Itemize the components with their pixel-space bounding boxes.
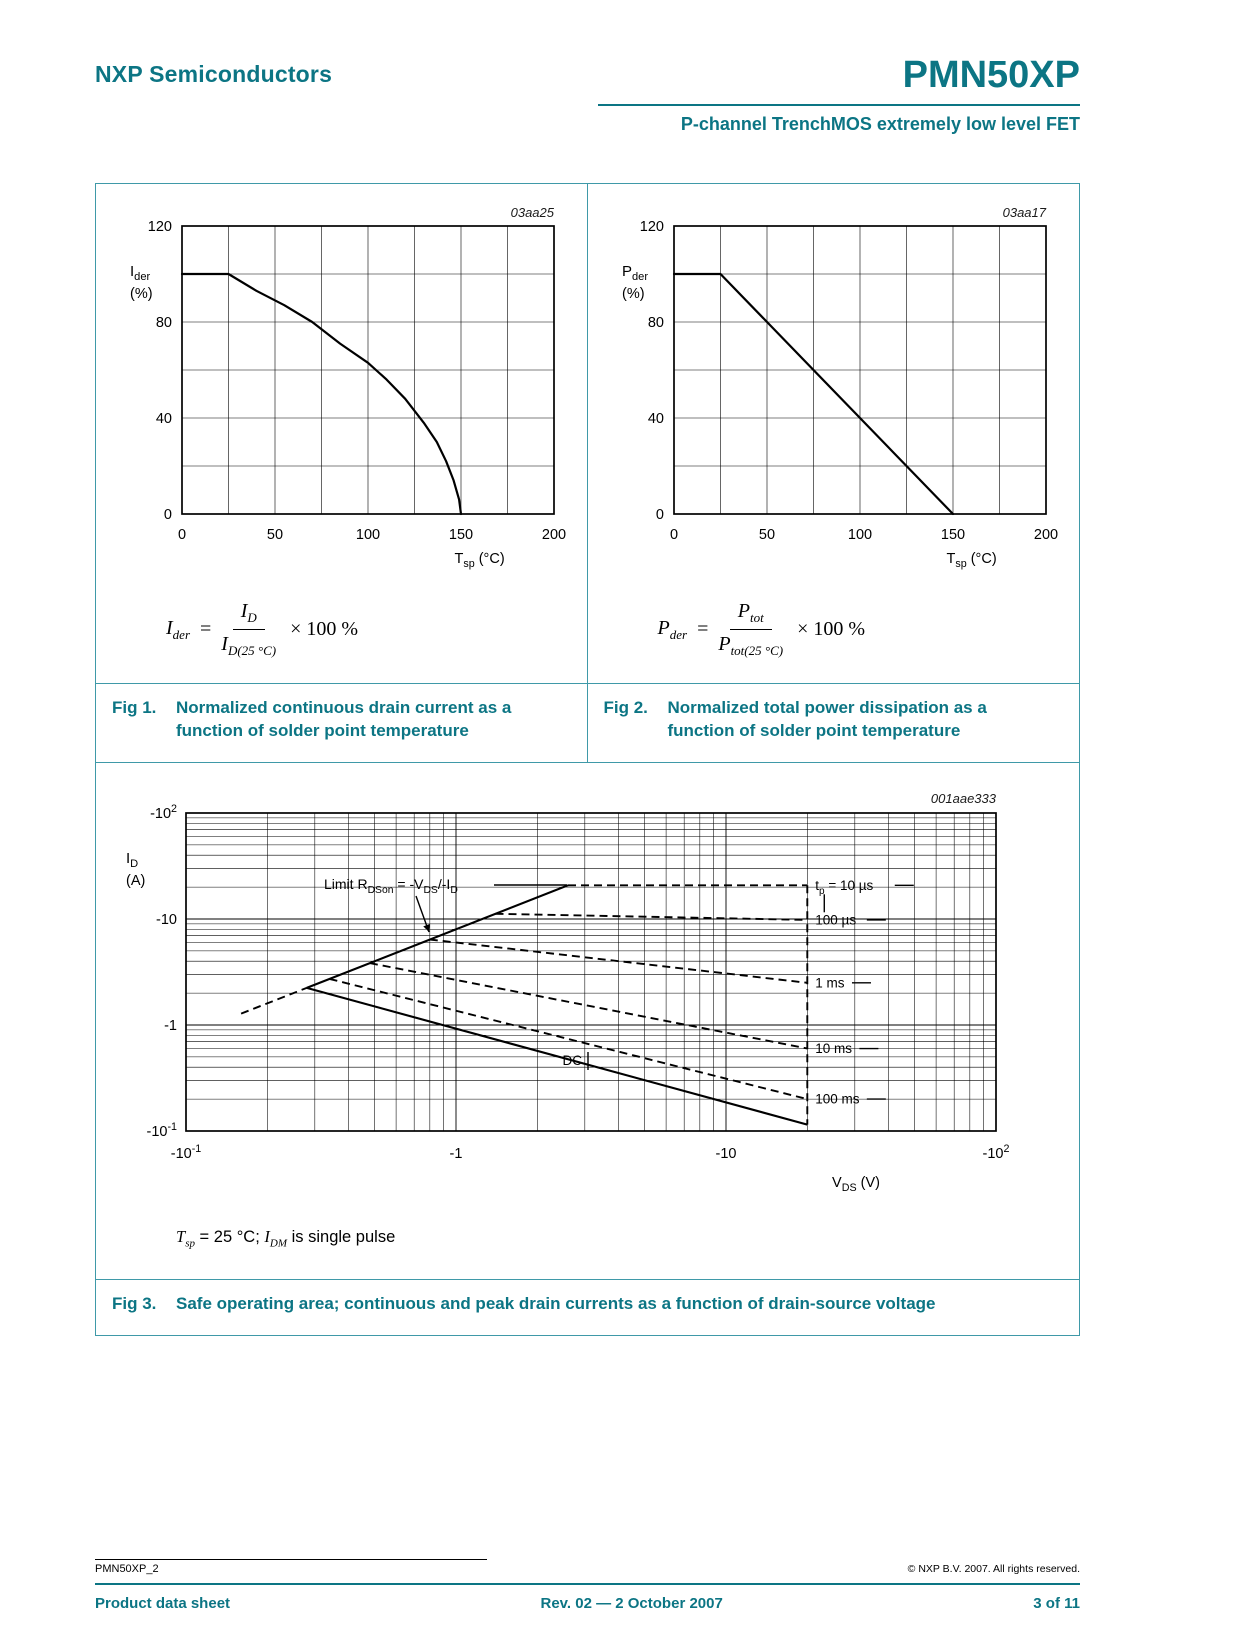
fig3-conditions-note: $T_{sp} = 25$ °C; $I_{DM}$ is single pulse [176,1226,396,1250]
svg-text:Pder: $P_{der}$ [621,263,648,283]
fig1-formula-lhs: $I_{der}$ [166,616,191,642]
fig2-caption-text: Normalized total power dissipation as a function of solder point temperature [667,698,987,740]
svg-text:200: 200 [1033,527,1058,543]
svg-text:-10: -10 [156,911,177,928]
header-row [95,56,1080,94]
fig1-panel [96,184,588,762]
svg-text:50: 50 [758,527,775,543]
copyright-notice: © NXP B.V. 2007. All rights reserved. [907,1563,1080,1575]
fig1-formula [166,600,587,659]
svg-text:-10: -10 [715,1145,737,1162]
equals-sign: = [200,618,212,640]
svg-text:(%): (%) [130,286,153,302]
svg-text:Limit RDSon = -VDS/-ID: Limit $R_{DSon} = -V_{DS}/-I_D$ [324,875,458,896]
svg-text:200: 200 [541,527,567,543]
document-subtitle: P-channel TrenchMOS extremely low level FET [680,114,1080,134]
fig1-formula-tail: × 100 % [290,618,359,640]
fig3-caption [96,1279,1079,1335]
document-type: Product data sheet [95,1595,231,1612]
fig3-panel [96,762,1079,1335]
svg-text:50: 50 [266,527,284,543]
svg-text:10 ms: 10 ms [815,1040,853,1056]
svg-text:0: 0 [669,527,678,543]
fig2-panel [588,184,1080,762]
fig2-chart [596,198,1066,580]
fig1-chart-area [96,184,587,580]
tsp-symbol: $T_{sp}$ [176,1226,195,1250]
svg-text:Tsp (°C): $T_{sp}$ (°C) [946,551,997,570]
header-rule [598,104,1080,106]
fig2-caption-label: Fig 2. [603,698,648,717]
fig1-chart [104,198,574,580]
figures-frame [95,183,1080,1336]
svg-text:0: 0 [177,527,187,543]
page-footer [95,1559,1080,1612]
svg-text:40: 40 [155,411,172,427]
fig1-caption-text: Normalized continuous drain current as a function of solder point temperature [176,698,512,740]
svg-text:150: 150 [940,527,965,543]
fig3-chart [96,773,1076,1203]
svg-text:100: 100 [355,527,381,543]
svg-text:(%): (%) [621,286,645,302]
svg-text:-1: -1 [449,1145,463,1162]
fig3-caption-label: Fig 3. [112,1294,157,1314]
svg-text:80: 80 [155,315,172,331]
svg-text:VDS (V): $V_{DS}$ (V) [832,1174,880,1194]
svg-text:100 µs: 100 µs [815,912,857,928]
fig1-caption-label: Fig 1. [112,698,157,717]
fig2-formula-tail: × 100 % [797,618,866,640]
svg-text:40: 40 [647,411,664,427]
svg-text:03aa25: 03aa25 [510,205,554,220]
svg-text:-1: -1 [164,1017,177,1034]
fig3-caption-text: Safe operating area; continuous and peak drain currents as a function of drain-source voltage [176,1294,936,1314]
svg-text:100 ms: 100 ms [815,1091,860,1107]
figures-top-row [96,184,1079,762]
svg-text:tp = 10 µs: $t_p = 10$ µs [815,877,874,897]
document-id: PMN50XP_2 [95,1563,159,1575]
footer-info-row [95,1595,1080,1612]
svg-text:150: 150 [448,527,474,543]
svg-text:1 ms: 1 ms [815,975,845,991]
fig2-formula [658,600,1080,659]
revision-date: Rev. 02 — 2 October 2007 [540,1595,723,1612]
svg-text:100: 100 [847,527,872,543]
svg-text:001aae333: 001aae333 [930,790,996,806]
page-number: 3 of 11 [1033,1595,1080,1612]
fig2-caption [588,683,1080,762]
fig2-chart-area [588,184,1080,580]
svg-text:Ider: $I_{der}$ [130,263,151,283]
svg-text:120: 120 [147,219,172,235]
svg-text:ID: $I_D$ [126,849,139,870]
idm-symbol: $I_{DM}$ [264,1226,288,1250]
footnote-row [95,1560,1080,1575]
svg-text:-102: $-10^2$ [982,1142,1010,1162]
equals-sign: = [697,618,709,640]
svg-text:0: 0 [163,507,172,523]
footer-rule [95,1583,1080,1585]
fig2-formula-lhs: $P_{der}$ [657,616,688,642]
svg-text:03aa17: 03aa17 [1002,205,1046,220]
part-number: PMN50XP [902,54,1080,96]
fig2-formula-fraction: $P_{tot}$ $P_{tot(25 ^\circ C)}$ [718,600,784,658]
svg-text:DC: DC [562,1052,582,1068]
svg-text:120: 120 [639,219,664,235]
vendor-name: NXP Semiconductors [95,61,333,87]
header [0,0,1240,135]
fig1-formula-fraction: $\frac{I_D}{I_{D(25 ^\circ C)}}$ [221,600,277,658]
svg-text:-102: $-10^2$ [150,802,177,822]
svg-text:Tsp (°C): $T_{sp}$ (°C) [454,551,505,570]
svg-text:80: 80 [647,315,664,331]
fig1-caption [96,683,587,762]
svg-text:(A): (A) [126,872,146,889]
svg-text:-10-1: $-10^{-1}$ [146,1120,177,1140]
svg-text:0: 0 [655,507,664,523]
svg-text:-10-1: $-10^{-1}$ [170,1142,202,1162]
